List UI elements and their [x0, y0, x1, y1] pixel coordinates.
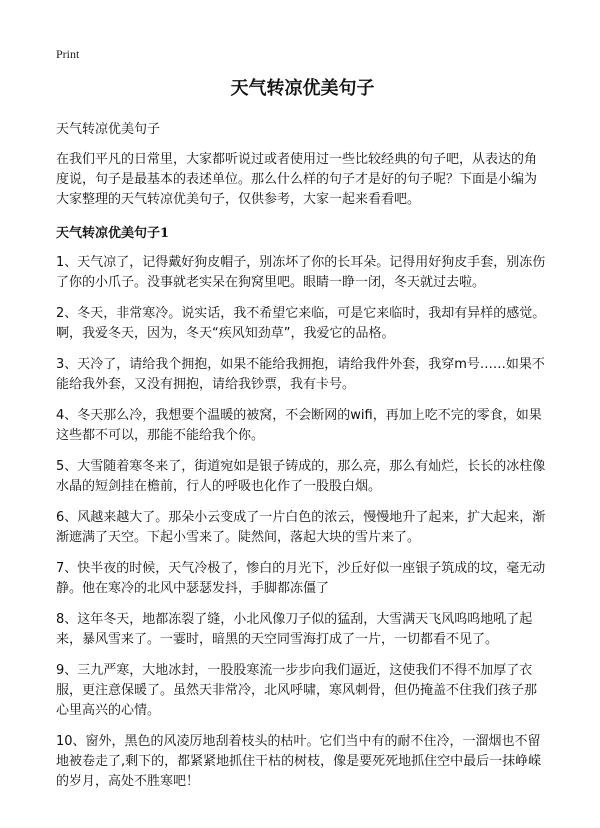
article-subtitle: 天气转凉优美句子 — [56, 122, 161, 137]
section-heading: 天气转凉优美句子1 — [56, 226, 170, 241]
list-item: 2、冬天，非常寒冷。说实话，我不希望它来临，可是它来临时，我却有异样的感觉。啊，我爱冬天，因为，冬天“疾风知劲草”，我爱它的品格。 — [56, 306, 546, 341]
intro-paragraph: 在我们平凡的日常里，大家都听说过或者使用过一些比较经典的句子吧，从表达的角度说，句子是最基本的表述单位。那么什么样的句子才是好的句子呢？下面是小编为大家整理的天气转凉优美句子，仅供参考，大家一起来看看吧。 — [56, 152, 538, 207]
list-item: 7、快半夜的时候，天气冷极了，惨白的月光下，沙丘好似一座银子筑成的坟，毫无动静。他在寒冷的北风中瑟瑟发抖，手脚都冻僵了 — [56, 561, 546, 596]
list-item: 8、这年冬天，地都冻裂了缝，小北风像刀子似的猛刮，大雪满天飞风呜呜地吼了起来，暴风雪来了。一霎时，暗黑的天空同雪海打成了一片，一切都看不见了。 — [56, 612, 533, 647]
list-item: 4、冬天那么冷，我想要个温暖的被窝，不会断网的wifi，再加上吃不完的零食，如果这些都不可以，那能不能给我个你。 — [56, 408, 542, 443]
list-item: 6、风越来越大了。那朵小云变成了一片白色的浓云，慢慢地升了起来，扩大起来，渐渐遮满了天空。下起小雪来了。陡然间，落起大块的雪片来了。 — [56, 510, 546, 545]
page-title: 天气转凉优美句子 — [230, 78, 375, 99]
article — [56, 76, 549, 803]
list-item: 9、三九严寒，大地冰封，一股股寒流一步步向我们逼近，这使我们不得不加厚了衣服，更注意保暖了。虽然天非常冷，北风呼啸，寒风刺骨，但仍掩盖不住我们孩子那心里高兴的心情。 — [56, 663, 538, 718]
list-item: 5、大雪随着寒冬来了，街道宛如是银子铸成的，那么亮，那么有灿烂，长长的冰柱像水晶的短剑挂在檐前，行人的呼吸也化作了一股股白烟。 — [56, 459, 546, 494]
list-item: 3、天冷了，请给我个拥抱，如果不能给我拥抱，请给我件外套，我穿m号……如果不能给我外套，又没有拥抱，请给我钞票，我有卡号。 — [56, 357, 545, 392]
list-item: 1、天气凉了，记得戴好狗皮帽子，别冻坏了你的长耳朵。记得用好狗皮手套，别冻伤了你的小爪子。没事就老实呆在狗窝里吧。眼睛一睁一闭，冬天就过去啦。 — [56, 255, 546, 290]
list-item: 10、窗外，黑色的风凌厉地刮着枝头的枯叶。它们当中有的耐不住冷，一溜烟也不留地被卷走了,剩下的，都紧紧地抓住干枯的树枝，像是要死死地抓住空中最后一抹峥嵘的岁月，高处不胜寒吧！ — [56, 734, 542, 789]
print-link[interactable]: Print — [56, 47, 80, 61]
